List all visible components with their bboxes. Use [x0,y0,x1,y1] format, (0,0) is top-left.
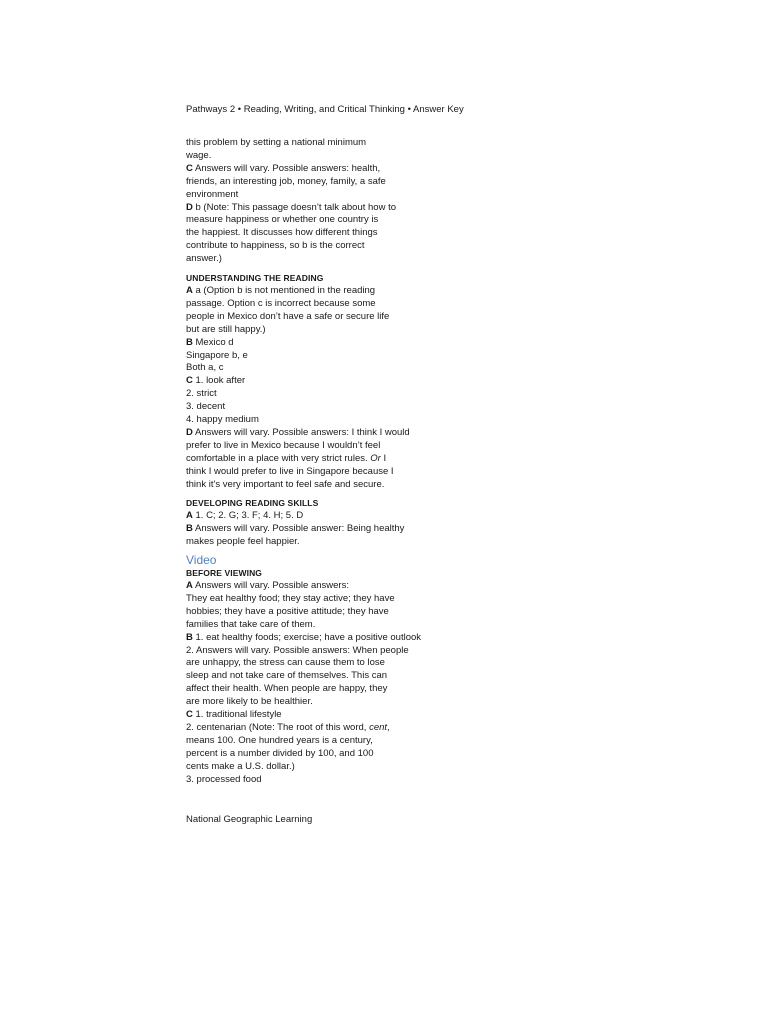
answer-text: 1. traditional lifestyle [192,709,282,721]
intro-c-answer [186,163,446,176]
answer-text-line: hobbies; they have a positive attitude; they have [186,605,389,617]
answer-text: 1. look after [192,375,246,387]
answer-label: D [186,201,193,213]
answer-text-line: means 100. One hundred years is a century, [186,734,373,746]
answer-label: B [186,631,193,643]
answer-label: C [186,375,193,387]
answer-text-line: are unhappy, the stress can cause them to lose [186,657,385,669]
answer-text-line: answer.) [186,253,222,265]
answer-text-line: families that take care of them. [186,618,316,630]
intro-line: wage. [186,149,212,161]
answer-text-line: 3. processed food [186,773,262,785]
answer-text-line [186,722,446,735]
understanding-a-answer [186,285,446,298]
answer-text: Answers will vary. Possible answers: I think I would [192,426,410,438]
section-heading-developing: DEVELOPING READING SKILLS [186,498,319,509]
video-c-answer [186,709,446,722]
emphasis-cent: cent [369,721,388,733]
answer-text-line: the happiest. It discusses how different things [186,227,378,239]
answer-text: 2. centenarian (Note: The root of this word, [186,721,370,733]
answer-label: A [186,510,193,522]
answer-text-line: affect their health. When people are happy, they [186,683,388,695]
answer-text-line: contribute to happiness, so b is the correct [186,240,365,252]
answer-text: , [387,721,390,733]
answer-text: Answers will vary. Possible answers: [192,580,349,591]
section-heading-understanding: UNDERSTANDING THE READING [186,273,324,284]
answer-text-line: They eat healthy food; they stay active; they have [186,592,395,604]
understanding-b-answer [186,337,446,350]
answer-text: b (Note: This passage doesn’t talk about how to [192,201,397,213]
answer-text-line: sleep and not take care of themselves. This can [186,670,388,682]
answer-text-line: passage. Option c is incorrect because some [186,297,376,309]
answer-text-line: but are still happy.) [186,323,266,335]
answer-text-line: Singapore b, e [186,349,248,361]
answer-text-line [186,453,446,466]
developing-a-answer [186,510,446,523]
answer-text: Answers will vary. Possible answers: health, [192,162,381,174]
answer-text-line: 2. Answers will vary. Possible answers: When people [186,644,409,656]
video-b-answer [186,632,446,645]
page-footer: National Geographic Learning [186,814,313,825]
section-heading-before-viewing: BEFORE VIEWING [186,568,263,579]
answer-key-body [186,137,446,787]
answer-text: comfortable in a place with very strict rules. [186,452,371,464]
video-heading: Video [186,553,217,568]
developing-b-answer [186,523,446,536]
answer-text: I [380,452,387,464]
intro-d-answer [186,202,446,215]
answer-text-line: Both a, c [186,362,224,374]
understanding-c-answer [186,375,446,388]
answer-text-line: prefer to live in Mexico because I wouldn’t feel [186,439,381,451]
understanding-d-answer [186,427,446,440]
answer-text-line: people in Mexico don’t have a safe or secure life [186,310,390,322]
answer-text: Answers will vary. Possible answer: Being healthy [192,523,405,535]
answer-text-line: 4. happy medium [186,414,259,426]
answer-label: C [186,709,193,721]
answer-text-line: percent is a number divided by 100, and 100 [186,747,374,759]
answer-text-line: cents make a U.S. dollar.) [186,760,295,772]
answer-label: B [186,336,193,348]
answer-label: A [186,284,193,296]
answer-text: 1. eat healthy foods; exercise; have a positive outlook [192,631,422,643]
answer-text-line: friends, an interesting job, money, family, a safe [186,175,386,187]
emphasis-or: Or [370,452,381,464]
answer-text: a (Option b is not mentioned in the reading [192,284,376,296]
answer-text-line: makes people feel happier. [186,536,300,548]
answer-label: D [186,426,193,438]
answer-text-line: think it’s very important to feel safe and secure. [186,478,385,490]
answer-text-line: 2. strict [186,388,217,400]
answer-text: Mexico d [192,336,234,348]
answer-text-line: are more likely to be healthier. [186,696,313,708]
answer-text-line: environment [186,188,239,200]
video-a-answer [186,580,446,593]
answer-text-line: think I would prefer to live in Singapore because I [186,465,394,477]
answer-text-line: 3. decent [186,401,226,413]
answer-label: C [186,162,193,174]
answer-label: A [186,580,193,591]
page-header: Pathways 2 • Reading, Writing, and Critical Thinking • Answer Key [186,104,464,115]
answer-text: 1. C; 2. G; 3. F; 4. H; 5. D [192,510,304,522]
answer-label: B [186,523,193,535]
intro-line: this problem by setting a national minimum [186,137,367,148]
answer-text-line: measure happiness or whether one country is [186,214,379,226]
